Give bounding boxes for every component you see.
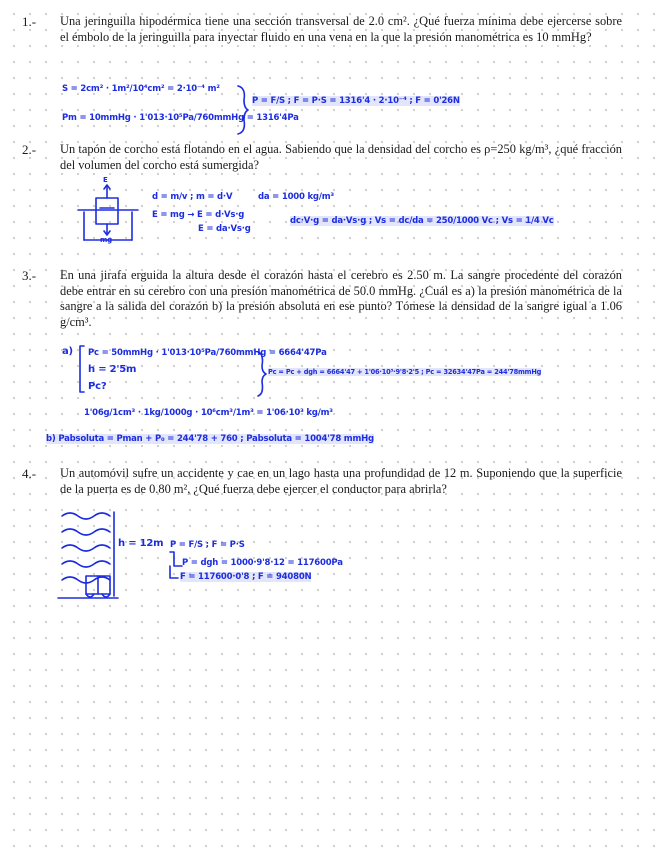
work-line: E = mg → E = d·Vs·g xyxy=(152,210,245,220)
work-result: P = F/S ; F = P·S = 1316'4 · 2·10⁻⁴ ; F = 0'26N xyxy=(252,96,460,106)
work-result: F = 117600·0'8 ; F = 94080N xyxy=(180,572,312,582)
work-line: Pc = 50mmHg · 1'013·10⁵Pa/760mmHg = 6664'47Pa xyxy=(88,348,327,358)
work-line: d = m/v ; m = d·V xyxy=(152,192,233,202)
work-line: P = dgh = 1000·9'8·12 = 117600Pa xyxy=(182,558,343,568)
work-line: P = F/S ; F = P·S xyxy=(170,540,245,550)
depth-label: h = 12m xyxy=(118,538,164,549)
work-line: Pc? xyxy=(88,381,107,392)
work-line: E = da·Vs·g xyxy=(198,224,251,234)
problem-number: 1.- xyxy=(22,14,37,29)
work-line: S = 2cm² · 1m²/10⁴cm² = 2·10⁻⁴ m² xyxy=(62,84,220,94)
problem-statement: En una jirafa erguida la altura desde el corazón hasta el cerebro es 2.50 m. La sangre procedente del corazón debe entrar en su cerebro con una presión manométrica de 50.0 mmHg. ¿Cuál es a) la presión manométrica de la sangre a la salida del corazón b) la presión absoluta en ese punto? Tómese la densidad de la sangre igual a 1.06 g/cm³. xyxy=(60,268,622,329)
problem-statement: Un automóvil sufre un accidente y cae en un lago hasta una profundidad de 12 m. Suponiendo que la superficie de la puerta es de 0.80 m², ¿Qué fuerza debe ejercer el conductor para abrirla? xyxy=(60,466,622,496)
problem-number: 4.- xyxy=(22,466,37,481)
work-line: Pm = 10mmHg · 1'013·10⁵Pa/760mmHg = 1316'4Pa xyxy=(62,113,299,123)
work-result: dc·V·g = da·Vs·g ; Vs = dc/da = 250/1000 Vc ; Vs = 1/4 Vc xyxy=(290,216,554,226)
work-line: h = 2'5m xyxy=(88,364,137,375)
force-label: mg xyxy=(100,236,112,244)
problem-statement: Una jeringuilla hipodérmica tiene una sección transversal de 2.0 cm². ¿Qué fuerza mínima debe ejercerse sobre el émbolo de la jeringuilla para inyectar fluido en una vena en la que la presión manométrica es 10 mmHg? xyxy=(60,14,622,44)
force-label: E xyxy=(103,176,108,184)
work-result: b) Pabsoluta = Pman + P₀ = 244'78 + 760 ; Pabsoluta = 1004'78 mmHg xyxy=(46,434,374,444)
work-result: Pc = Pc + dgh = 6664'47 + 1'06·10³·9'8·2'5 ; Pc = 32634'47Pa = 244'78mmHg xyxy=(268,368,542,376)
problem-statement: Un tapón de corcho está flotando en el agua. Sabiendo que la densidad del corcho es ρ=250 kg/m³, ¿qué fracción del volumen del corcho está sumergida? xyxy=(60,142,622,172)
work-line: da = 1000 kg/m³ xyxy=(258,192,334,202)
problem-number: 3.- xyxy=(22,268,37,283)
problem-number: 2.- xyxy=(22,142,37,157)
part-label: a) xyxy=(62,346,73,357)
work-line: 1'06g/1cm³ · 1kg/1000g · 10⁶cm³/1m³ = 1'06·10³ kg/m³ xyxy=(84,408,333,418)
